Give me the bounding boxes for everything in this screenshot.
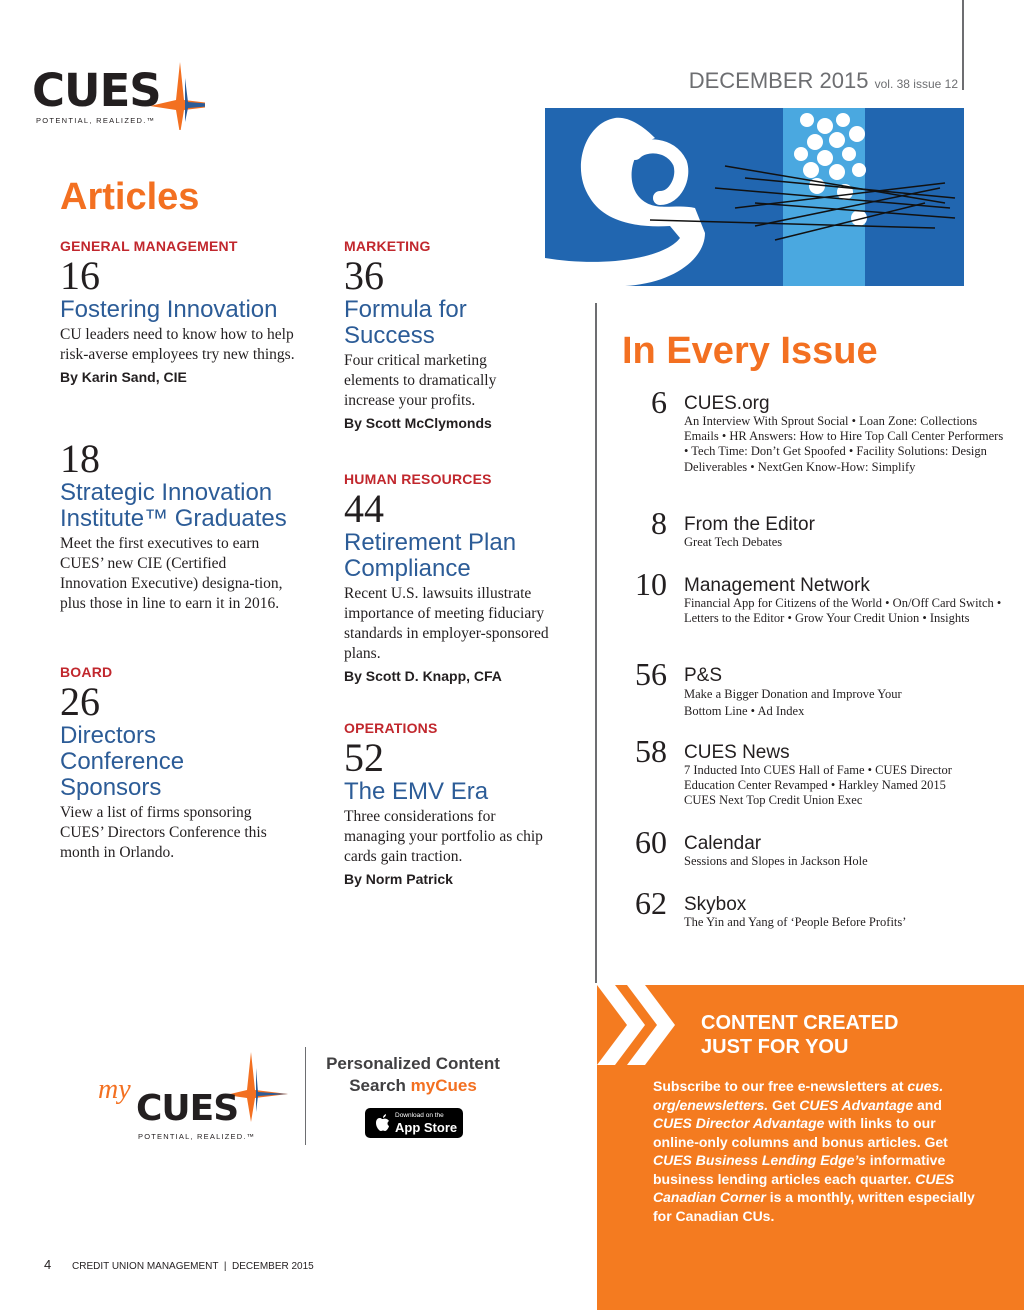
article-title[interactable]: Fostering Innovation: [60, 296, 278, 323]
article-category: MARKETING: [344, 238, 431, 254]
article-desc: CU leaders need to know how to help risk-averse employees try new things.: [60, 326, 295, 363]
issue-page: 58: [635, 733, 667, 769]
issue-title[interactable]: Skybox: [684, 894, 747, 915]
article-category: HUMAN RESOURCES: [344, 471, 492, 487]
promo-box: [597, 985, 1024, 1310]
mycues-line2-a: Search: [349, 1076, 411, 1095]
mycues-line1: Personalized Content: [326, 1054, 500, 1073]
cues-advantage-title: CUES Advantage: [799, 1096, 914, 1113]
cues-logo: [30, 30, 205, 130]
promo-text-part: is a monthly, written especially for Canadian CUs.: [653, 1189, 975, 1224]
article-title[interactable]: The EMV Era: [344, 778, 489, 805]
article-page: 16: [60, 253, 100, 298]
mycues-my: my: [98, 1074, 131, 1105]
issue-desc: The Yin and Yang of ‘People Before Profits’: [684, 915, 907, 929]
article-byline: By Norm Patrick: [344, 871, 453, 887]
juggling-hand-illustration: [545, 108, 964, 286]
promo-text-part: Subscribe to our free e-newsletters at: [653, 1078, 908, 1094]
article-category: GENERAL MANAGEMENT: [60, 238, 238, 254]
promo-heading-line2: JUST FOR YOU: [701, 1036, 849, 1058]
article-desc: Four critical marketing elements to dramatically increase your profits.: [344, 352, 497, 409]
article-item[interactable]: [344, 238, 534, 431]
enewsletters-link[interactable]: cues. org/enewsletters.: [653, 1078, 944, 1113]
apple-logo-icon: [374, 1114, 390, 1132]
page-footer: [44, 1257, 314, 1272]
mycues-line2: [318, 1075, 508, 1097]
cover-illustration: [545, 108, 964, 286]
issue-title[interactable]: CUES News: [684, 742, 790, 763]
mycues-divider: [305, 1047, 306, 1145]
promo-text-part: and: [913, 1096, 942, 1113]
mycues-tagline: POTENTIAL, REALIZED.™: [138, 1132, 256, 1141]
canadian-corner-title: CUES Canadian Corner: [653, 1170, 955, 1205]
article-category: BOARD: [60, 664, 113, 680]
footer-text: CREDIT UNION MANAGEMENT | DECEMBER 2015: [72, 1261, 314, 1272]
mycues-cues: CUES: [136, 1088, 239, 1129]
issue-desc: An Interview With Sprout Social • Loan Zone: Collections Emails • HR Answers: How to Hire Top Call Center Performers • Tech Time: Don’t Get Spoofed • Facility Solutions: Design Deliverables • NextGen Know-How: Simplify: [684, 414, 1004, 474]
article-desc: Recent U.S. lawsuits illustrate importance of meeting fiduciary standards in employer-sponsored plans.: [344, 585, 549, 662]
issue-page: 10: [635, 566, 667, 602]
article-page: 36: [344, 253, 384, 298]
article-desc: Three considerations for managing your portfolio as chip cards gain traction.: [344, 808, 543, 865]
article-page: 44: [344, 486, 384, 531]
issue-title[interactable]: Management Network: [684, 575, 870, 596]
mycues-logo: [96, 1052, 296, 1147]
top-divider: [962, 0, 964, 90]
issue-line: [689, 68, 958, 94]
article-byline: By Scott D. Knapp, CFA: [344, 668, 502, 684]
issue-page: 56: [635, 656, 667, 692]
issue-title[interactable]: CUES.org: [684, 393, 770, 414]
issue-title[interactable]: From the Editor: [684, 514, 815, 535]
issue-date: DECEMBER 2015: [688, 68, 869, 93]
article-item[interactable]: [60, 437, 295, 614]
article-page: 26: [60, 679, 100, 724]
promo-heading-line1: CONTENT CREATED: [701, 1012, 899, 1034]
article-desc: View a list of firms sponsoring CUES’ Directors Conference this month in Orlando.: [60, 804, 267, 861]
every-issue-heading: In Every Issue: [622, 330, 878, 372]
issue-page: 6: [651, 384, 667, 420]
appstore-small-text: Download on the: [395, 1112, 444, 1119]
issue-page: 60: [635, 824, 667, 860]
issue-desc: Financial App for Citizens of the World • On/Off Card Switch • Letters to the Editor • Grow Your Credit Union • Insights: [684, 596, 1002, 626]
logo-tagline: POTENTIAL, REALIZED.™: [36, 116, 156, 125]
article-item[interactable]: [344, 720, 544, 887]
promo-text-part: Get: [768, 1096, 800, 1113]
article-page: 18: [60, 436, 100, 481]
issue-desc: Make a Bigger Donation and Improve Your Bottom Line • Ad Index: [684, 687, 902, 718]
article-byline: By Karin Sand, CIE: [60, 369, 187, 385]
mycues-text: [318, 1053, 508, 1097]
promo-heading: [701, 1011, 898, 1059]
cues-director-advantage-title: CUES Director Advantage: [653, 1115, 825, 1131]
article-title[interactable]: Strategic Innovation Institute™ Graduates: [60, 479, 287, 532]
appstore-big-text: App Store: [395, 1120, 458, 1135]
issue-desc: 7 Inducted Into CUES Hall of Fame • CUES Director Education Center Revamped • Harkley Named 2015 CUES Next Top Credit Union Exec: [684, 763, 952, 808]
logo-text: CUES: [32, 64, 161, 117]
article-title[interactable]: Formula for Success: [344, 296, 467, 349]
articles-heading: Articles: [60, 176, 200, 218]
app-store-badge[interactable]: [365, 1108, 463, 1138]
article-title[interactable]: Directors Conference Sponsors: [60, 722, 185, 801]
article-item[interactable]: [60, 238, 300, 385]
article-category: OPERATIONS: [344, 720, 438, 736]
promo-text-part: with links to our online-only columns and bonus articles. Get: [653, 1115, 948, 1150]
issue-desc: Great Tech Debates: [684, 535, 783, 549]
article-item[interactable]: [60, 664, 295, 863]
article-page: 52: [344, 735, 384, 780]
column-divider: [595, 303, 597, 983]
issue-page: 8: [651, 505, 667, 541]
issue-volume: vol. 38 issue 12: [874, 77, 958, 91]
issue-desc: Sessions and Slopes in Jackson Hole: [684, 854, 868, 868]
article-byline: By Scott McClymonds: [344, 415, 492, 431]
article-title[interactable]: Retirement Plan Compliance: [344, 529, 517, 582]
issue-title[interactable]: P&S: [684, 665, 723, 686]
article-desc: Meet the first executives to earn CUES’ new CIE (Certified Innovation Executive) designa-tion, plus those in line to earn it in 2016.: [60, 535, 283, 612]
promo-text-part: informative business lending articles each quarter.: [653, 1152, 946, 1187]
mycues-line2-b: myCues: [410, 1076, 477, 1095]
promo-text: [653, 1077, 983, 1225]
issue-title[interactable]: Calendar: [684, 833, 762, 854]
issue-page: 62: [635, 885, 667, 921]
lending-edge-title: CUES Business Lending Edge’s: [653, 1152, 866, 1168]
page-number: 4: [44, 1257, 52, 1272]
article-item[interactable]: [344, 471, 549, 684]
